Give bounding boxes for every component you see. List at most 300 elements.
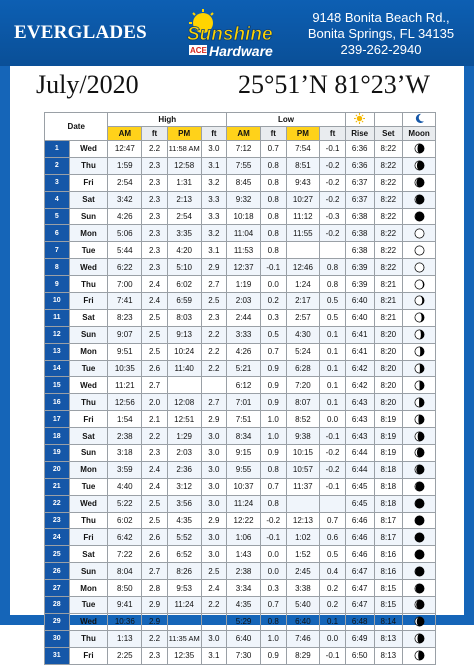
moon-phase-icon (414, 279, 425, 290)
low-pm-height: 0.5 (320, 293, 346, 310)
sunrise-time: 6:45 (345, 495, 374, 512)
col-high-pm-ft: ft (201, 127, 227, 141)
day-of-week: Mon (69, 580, 108, 597)
low-am-height: 0.9 (260, 377, 286, 394)
high-am-time: 8:23 (108, 309, 142, 326)
high-am-time: 12:47 (108, 141, 142, 158)
low-am-height: 0.2 (260, 293, 286, 310)
moon-phase-cell (403, 647, 436, 664)
crescent-moon-icon (414, 113, 425, 124)
day-of-week: Fri (69, 293, 108, 310)
low-am-time: 7:55 (227, 157, 261, 174)
table-row (45, 597, 436, 614)
sunset-time: 8:18 (374, 461, 403, 478)
low-pm-height: 0.2 (320, 580, 346, 597)
low-am-time: 7:51 (227, 411, 261, 428)
low-pm-time: 8:07 (286, 394, 320, 411)
day-number: 22 (45, 495, 70, 512)
high-pm-height: 2.2 (201, 326, 227, 343)
day-number: 29 (45, 613, 70, 630)
sunrise-time: 6:36 (345, 141, 374, 158)
day-of-week: Thu (69, 276, 108, 293)
day-of-week: Wed (69, 259, 108, 276)
high-am-height: 2.3 (142, 174, 168, 191)
sunrise-time: 6:49 (345, 630, 374, 647)
address-line-1: 9148 Bonita Beach Rd., (312, 10, 450, 25)
high-pm-time: 4:35 (167, 512, 201, 529)
sunset-time: 8:17 (374, 512, 403, 529)
day-of-week: Sat (69, 309, 108, 326)
low-pm-time: 5:40 (286, 597, 320, 614)
high-pm-height: 3.0 (201, 478, 227, 495)
sunrise-time: 6:37 (345, 174, 374, 191)
moon-phase-cell (403, 428, 436, 445)
low-am-height: 0.8 (260, 191, 286, 208)
high-am-time: 6:42 (108, 529, 142, 546)
high-pm-height: 2.3 (201, 309, 227, 326)
table-row (45, 259, 436, 276)
moon-phase-cell (403, 191, 436, 208)
high-am-time: 8:50 (108, 580, 142, 597)
low-am-time: 6:40 (227, 630, 261, 647)
sunrise-time: 6:45 (345, 478, 374, 495)
table-row (45, 630, 436, 647)
high-pm-height: 2.5 (201, 293, 227, 310)
moon-phase-icon (414, 312, 425, 323)
low-am-height: -0.2 (260, 512, 286, 529)
high-pm-time: 9:53 (167, 580, 201, 597)
sunset-time: 8:18 (374, 478, 403, 495)
moon-phase-icon (414, 177, 425, 188)
day-number: 17 (45, 411, 70, 428)
moon-phase-icon (414, 532, 425, 543)
low-am-height: 0.0 (260, 546, 286, 563)
low-pm-time: 2:45 (286, 563, 320, 580)
low-pm-height: -0.2 (320, 445, 346, 462)
moon-phase-cell (403, 546, 436, 563)
low-am-height: 1.0 (260, 630, 286, 647)
table-row (45, 174, 436, 191)
high-am-height: 2.3 (142, 445, 168, 462)
table-row (45, 276, 436, 293)
sunset-time: 8:20 (374, 377, 403, 394)
moon-phase-cell (403, 478, 436, 495)
high-pm-time: 2:13 (167, 191, 201, 208)
high-am-time: 10:35 (108, 360, 142, 377)
low-am-height: 0.8 (260, 242, 286, 259)
moon-phase-cell (403, 141, 436, 158)
sunrise-time: 6:44 (345, 461, 374, 478)
sunrise-time: 6:48 (345, 613, 374, 630)
location-coordinates: 25°51’N 81°23’W (238, 70, 430, 99)
low-am-time: 3:34 (227, 580, 261, 597)
low-pm-height (320, 242, 346, 259)
sunset-time: 8:21 (374, 309, 403, 326)
moon-phase-cell (403, 529, 436, 546)
sunrise-time: 6:38 (345, 242, 374, 259)
low-am-time: 9:55 (227, 461, 261, 478)
sunset-time: 8:17 (374, 529, 403, 546)
low-pm-time: 1:52 (286, 546, 320, 563)
moon-phase-icon (414, 211, 425, 222)
high-am-height: 2.8 (142, 580, 168, 597)
high-pm-height: 3.2 (201, 225, 227, 242)
low-pm-height: 0.8 (320, 276, 346, 293)
high-am-height: 2.7 (142, 563, 168, 580)
low-am-time: 9:32 (227, 191, 261, 208)
day-of-week: Fri (69, 529, 108, 546)
table-row (45, 495, 436, 512)
table-row (45, 343, 436, 360)
high-am-height: 2.5 (142, 512, 168, 529)
low-pm-time: 2:57 (286, 309, 320, 326)
high-pm-height: 2.9 (201, 259, 227, 276)
high-am-time: 7:00 (108, 276, 142, 293)
low-pm-time: 11:55 (286, 225, 320, 242)
day-number: 13 (45, 343, 70, 360)
high-am-height: 2.3 (142, 208, 168, 225)
high-am-height: 2.3 (142, 225, 168, 242)
low-pm-height: 0.1 (320, 326, 346, 343)
low-am-height: 0.3 (260, 580, 286, 597)
moon-phase-cell (403, 309, 436, 326)
low-pm-height: -0.1 (320, 141, 346, 158)
moon-phase-icon (414, 650, 425, 661)
high-pm-time: 11:35 AM (167, 630, 201, 647)
day-of-week: Thu (69, 512, 108, 529)
moon-phase-cell (403, 242, 436, 259)
low-header: Low (227, 113, 346, 127)
day-of-week: Tue (69, 360, 108, 377)
low-am-time: 7:12 (227, 141, 261, 158)
high-pm-time: 6:02 (167, 276, 201, 293)
table-row (45, 394, 436, 411)
high-am-time: 9:51 (108, 343, 142, 360)
day-number: 19 (45, 445, 70, 462)
low-am-time: 5:21 (227, 360, 261, 377)
high-am-time: 10:36 (108, 613, 142, 630)
high-pm-time: 12:35 (167, 647, 201, 664)
low-am-time: 12:37 (227, 259, 261, 276)
day-of-week: Tue (69, 597, 108, 614)
sunshine-hardware-logo (183, 9, 289, 63)
low-am-height: 0.7 (260, 141, 286, 158)
high-am-height: 2.1 (142, 411, 168, 428)
day-of-week: Thu (69, 157, 108, 174)
table-row (45, 647, 436, 664)
day-number: 30 (45, 630, 70, 647)
low-am-height: 0.3 (260, 309, 286, 326)
high-am-time: 1:59 (108, 157, 142, 174)
low-pm-height: 0.0 (320, 630, 346, 647)
day-number: 5 (45, 208, 70, 225)
low-am-height: 0.8 (260, 208, 286, 225)
table-row (45, 478, 436, 495)
low-pm-time: 7:54 (286, 141, 320, 158)
high-am-time: 5:44 (108, 242, 142, 259)
sunrise-time: 6:47 (345, 597, 374, 614)
moon-phase-icon (414, 262, 425, 273)
day-number: 1 (45, 141, 70, 158)
moon-phase-icon (414, 566, 425, 577)
low-am-time: 11:24 (227, 495, 261, 512)
day-of-week: Sat (69, 428, 108, 445)
moon-phase-cell (403, 597, 436, 614)
high-am-height: 2.4 (142, 461, 168, 478)
table-row (45, 461, 436, 478)
day-number: 15 (45, 377, 70, 394)
high-am-height: 2.4 (142, 293, 168, 310)
high-pm-time: 2:36 (167, 461, 201, 478)
moon-phase-cell (403, 377, 436, 394)
low-pm-time: 7:20 (286, 377, 320, 394)
high-am-height: 2.6 (142, 360, 168, 377)
sunset-time: 8:13 (374, 630, 403, 647)
moon-phase-icon (414, 498, 425, 509)
low-pm-time: 6:28 (286, 360, 320, 377)
sunset-time: 8:16 (374, 563, 403, 580)
high-pm-height: 3.0 (201, 461, 227, 478)
sunset-time: 8:15 (374, 580, 403, 597)
low-pm-time: 11:37 (286, 478, 320, 495)
moon-phase-cell (403, 326, 436, 343)
low-pm-height: 0.5 (320, 309, 346, 326)
sunset-time: 8:22 (374, 157, 403, 174)
high-pm-time: 2:03 (167, 445, 201, 462)
moon-phase-icon (414, 414, 425, 425)
high-pm-height: 2.5 (201, 563, 227, 580)
high-am-time: 4:26 (108, 208, 142, 225)
high-pm-time: 1:29 (167, 428, 201, 445)
moon-phase-icon (414, 346, 425, 357)
day-number: 2 (45, 157, 70, 174)
sun-spacer (374, 113, 403, 127)
logo-word-hardware: Hardware (209, 43, 273, 59)
high-pm-time: 12:58 (167, 157, 201, 174)
low-pm-height: 0.0 (320, 411, 346, 428)
low-am-time: 10:37 (227, 478, 261, 495)
high-pm-height: 2.7 (201, 276, 227, 293)
high-am-time: 4:40 (108, 478, 142, 495)
low-am-time: 6:12 (227, 377, 261, 394)
low-pm-time: 5:24 (286, 343, 320, 360)
high-pm-height: 3.2 (201, 174, 227, 191)
sunset-time: 8:22 (374, 208, 403, 225)
low-pm-height: 0.1 (320, 360, 346, 377)
day-of-week: Wed (69, 377, 108, 394)
sun-icon (354, 113, 365, 124)
low-pm-time: 6:40 (286, 613, 320, 630)
moon-phase-icon (414, 431, 425, 442)
low-pm-time (286, 495, 320, 512)
low-pm-time (286, 242, 320, 259)
day-number: 12 (45, 326, 70, 343)
sunset-time: 8:13 (374, 647, 403, 664)
low-pm-height: 0.1 (320, 377, 346, 394)
day-number: 10 (45, 293, 70, 310)
table-row (45, 141, 436, 158)
high-pm-height: 2.4 (201, 580, 227, 597)
header-row-groups (45, 113, 436, 127)
tide-table-body (45, 141, 436, 665)
table-row (45, 191, 436, 208)
low-pm-time: 1:24 (286, 276, 320, 293)
low-pm-height: 0.6 (320, 529, 346, 546)
sunrise-time: 6:40 (345, 293, 374, 310)
day-number: 14 (45, 360, 70, 377)
sunrise-time: 6:46 (345, 529, 374, 546)
low-pm-height: 0.5 (320, 546, 346, 563)
col-sunrise: Rise (345, 127, 374, 141)
high-am-height: 2.6 (142, 529, 168, 546)
day-of-week: Mon (69, 343, 108, 360)
day-number: 8 (45, 259, 70, 276)
frame-left (0, 66, 10, 615)
low-pm-height: -0.1 (320, 428, 346, 445)
month-title: July/2020 (36, 70, 139, 99)
logo-ace: ACE (190, 46, 207, 55)
high-am-height: 2.5 (142, 309, 168, 326)
low-pm-height: 0.1 (320, 613, 346, 630)
day-number: 26 (45, 563, 70, 580)
day-number: 20 (45, 461, 70, 478)
moon-phase-cell (403, 512, 436, 529)
day-of-week: Sun (69, 563, 108, 580)
high-pm-height (201, 377, 227, 394)
low-pm-time: 1:02 (286, 529, 320, 546)
day-of-week: Thu (69, 394, 108, 411)
high-am-time: 5:22 (108, 495, 142, 512)
low-pm-time: 3:38 (286, 580, 320, 597)
high-pm-height: 3.0 (201, 141, 227, 158)
col-moon: Moon (403, 127, 436, 141)
day-number: 3 (45, 174, 70, 191)
low-am-height: 0.9 (260, 647, 286, 664)
table-row (45, 208, 436, 225)
moon-phase-cell (403, 157, 436, 174)
low-am-height: -0.1 (260, 529, 286, 546)
high-pm-time: 11:24 (167, 597, 201, 614)
high-pm-time: 11:58 AM (167, 141, 201, 158)
low-am-time: 2:03 (227, 293, 261, 310)
sunrise-time: 6:50 (345, 647, 374, 664)
high-pm-height: 2.2 (201, 343, 227, 360)
high-pm-time: 5:52 (167, 529, 201, 546)
day-number: 9 (45, 276, 70, 293)
high-pm-height: 3.0 (201, 428, 227, 445)
sun-icon-cell (345, 113, 374, 127)
table-row (45, 157, 436, 174)
sunrise-time: 6:41 (345, 326, 374, 343)
low-am-height: 0.8 (260, 174, 286, 191)
low-am-height: 0.5 (260, 326, 286, 343)
sunrise-time: 6:46 (345, 546, 374, 563)
address-line-2: Bonita Springs, FL 34135 (307, 26, 455, 41)
high-pm-height: 3.3 (201, 191, 227, 208)
high-am-time: 5:06 (108, 225, 142, 242)
high-am-time: 2:38 (108, 428, 142, 445)
moon-phase-icon (414, 549, 425, 560)
moon-phase-icon (414, 464, 425, 475)
sunrise-time: 6:42 (345, 360, 374, 377)
moon-phase-cell (403, 208, 436, 225)
sunrise-time: 6:42 (345, 377, 374, 394)
high-pm-time: 3:35 (167, 225, 201, 242)
high-am-height: 2.4 (142, 478, 168, 495)
high-am-height: 2.5 (142, 326, 168, 343)
header-banner (0, 0, 474, 66)
low-am-time: 4:26 (227, 343, 261, 360)
store-address (288, 10, 474, 58)
high-pm-time: 3:56 (167, 495, 201, 512)
low-am-height: 0.9 (260, 360, 286, 377)
low-am-height: 0.9 (260, 394, 286, 411)
day-of-week: Mon (69, 461, 108, 478)
col-high-am-ft: ft (142, 127, 168, 141)
low-pm-time: 12:13 (286, 512, 320, 529)
day-number: 21 (45, 478, 70, 495)
high-pm-time: 6:52 (167, 546, 201, 563)
sunset-time: 8:21 (374, 293, 403, 310)
high-am-time: 7:41 (108, 293, 142, 310)
day-number: 28 (45, 597, 70, 614)
sunset-time: 8:22 (374, 174, 403, 191)
table-row (45, 512, 436, 529)
col-low-pm: PM (286, 127, 320, 141)
low-am-time: 11:53 (227, 242, 261, 259)
low-pm-time: 9:43 (286, 174, 320, 191)
sunrise-time: 6:39 (345, 276, 374, 293)
low-pm-height: 0.7 (320, 512, 346, 529)
high-pm-time: 11:40 (167, 360, 201, 377)
day-of-week: Sat (69, 191, 108, 208)
low-am-time: 12:22 (227, 512, 261, 529)
low-am-height: 0.9 (260, 445, 286, 462)
high-am-time: 1:54 (108, 411, 142, 428)
day-of-week: Fri (69, 174, 108, 191)
day-of-week: Tue (69, 242, 108, 259)
low-am-height: 1.0 (260, 428, 286, 445)
low-pm-time: 8:29 (286, 647, 320, 664)
high-pm-height: 3.0 (201, 529, 227, 546)
high-am-time: 2:25 (108, 647, 142, 664)
moon-phase-icon (414, 380, 425, 391)
moon-phase-icon (414, 143, 425, 154)
day-of-week: Mon (69, 225, 108, 242)
low-pm-time: 8:52 (286, 411, 320, 428)
low-pm-time: 12:46 (286, 259, 320, 276)
col-sunset: Set (374, 127, 403, 141)
high-pm-time (167, 613, 201, 630)
moon-phase-cell (403, 225, 436, 242)
high-am-height: 2.3 (142, 157, 168, 174)
table-row (45, 326, 436, 343)
high-pm-time: 3:12 (167, 478, 201, 495)
table-row (45, 580, 436, 597)
high-am-height: 2.5 (142, 343, 168, 360)
low-am-time: 11:04 (227, 225, 261, 242)
low-am-time: 8:45 (227, 174, 261, 191)
high-am-height: 2.9 (142, 613, 168, 630)
moon-phase-cell (403, 613, 436, 630)
brand-title: EVERGLADES (14, 22, 147, 43)
sunrise-time: 6:41 (345, 343, 374, 360)
day-of-week: Wed (69, 613, 108, 630)
day-number: 4 (45, 191, 70, 208)
col-high-pm: PM (167, 127, 201, 141)
moon-phase-icon (414, 599, 425, 610)
sunrise-time: 6:43 (345, 394, 374, 411)
